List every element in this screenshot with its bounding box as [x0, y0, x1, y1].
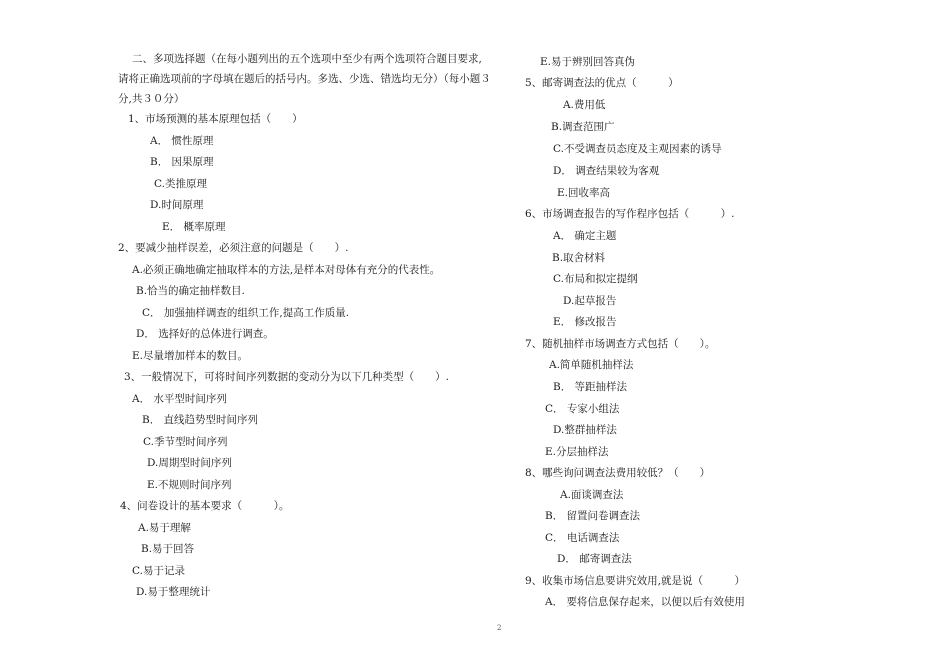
- q5-option-d: D． 调查结果较为客观: [553, 165, 660, 177]
- q5-option-a: A.费用低: [563, 99, 606, 111]
- q1-option-a: A． 惯性原理: [150, 135, 214, 147]
- q3-option-a: A． 水平型时间序列: [132, 393, 227, 405]
- q7-option-b: B． 等距抽样法: [553, 381, 628, 393]
- section-intro-line-3: 分,共３０分）: [118, 93, 185, 105]
- q6-option-d: D.起草报告: [563, 295, 617, 307]
- q2-stem: 2、要减少抽样误差，必须注意的问题是（ ）.: [118, 242, 349, 254]
- q7-option-e: E.分层抽样法: [545, 446, 609, 458]
- q4-option-c: C.易于记录: [132, 565, 185, 577]
- q3-option-b: B． 直线趋势型时间序列: [142, 414, 259, 426]
- q4-option-b: B.易于回答: [141, 543, 195, 555]
- q7-option-a: A.简单随机抽样法: [549, 359, 634, 371]
- q3-option-d: D.周期型时间序列: [147, 457, 232, 469]
- q6-option-e: E． 修改报告: [553, 316, 617, 328]
- q6-option-a: A． 确定主题: [553, 230, 617, 242]
- q1-option-c: C.类推原理: [154, 178, 207, 190]
- q2-option-b: B.恰当的确定抽样数目.: [136, 285, 245, 297]
- q2-option-e: E.尽量增加样本的数目。: [132, 350, 249, 362]
- q5-option-e: E.回收率高: [557, 187, 611, 199]
- section-intro-line-2: 请将正确选项前的字母填在题后的括号内。多选、少选、错选均无分）（每小题３: [118, 73, 491, 85]
- q8-option-c: C． 电话调查法: [545, 532, 620, 544]
- q1-option-d: D.时间原理: [150, 199, 204, 211]
- q8-stem: 8、哪些询问调查法费用较低？（ ）: [525, 467, 711, 479]
- q1-option-e: E． 概率原理: [162, 221, 226, 233]
- q3-option-c: C.季节型时间序列: [143, 436, 228, 448]
- q7-option-c: C． 专家小组法: [545, 403, 620, 415]
- q4-option-d: D.易于整理统计: [136, 586, 211, 598]
- q2-option-a: A.必须正确地确定抽取样本的方法,是样本对母体有充分的代表性。: [132, 264, 441, 276]
- q9-option-a: A． 要将信息保存起来，以便以后有效使用: [545, 596, 745, 608]
- q4-stem: 4、问卷设计的基本要求（ ）。: [120, 500, 290, 512]
- section-intro-line-1: 二、多项选择题（在每小题列出的五个选项中至少有两个选项符合题目要求,: [132, 53, 482, 65]
- q7-stem: 7、随机抽样市场调查方式包括（ ）。: [525, 338, 716, 350]
- page-number: 2: [497, 624, 502, 632]
- q7-option-d: D.整群抽样法: [553, 424, 617, 436]
- q6-stem: 6、市场调查报告的写作程序包括（ ）.: [525, 208, 735, 220]
- q8-option-a: A.面谈调查法: [560, 489, 624, 501]
- q5-option-b: B.调查范围广: [551, 121, 615, 133]
- q4-option-e: E.易于辨别回答真伪: [540, 56, 636, 68]
- q6-option-b: B.取舍材料: [552, 252, 606, 264]
- q4-option-a: A.易于理解: [138, 522, 191, 534]
- q9-stem: 9、收集市场信息要讲究效用,就是说（ ）: [525, 575, 746, 587]
- q3-option-e: E.不规则时间序列: [147, 479, 232, 491]
- q2-option-d: D． 选择好的总体进行调查。: [136, 328, 274, 340]
- q8-option-b: B． 留置问卷调查法: [545, 510, 641, 522]
- q5-option-c: C.不受调查员态度及主观因素的诱导: [553, 143, 722, 155]
- q8-option-d: D． 邮寄调查法: [557, 553, 632, 565]
- q5-stem: 5、邮寄调查法的优点（ ）: [525, 77, 679, 89]
- q6-option-c: C.布局和拟定提纲: [553, 273, 638, 285]
- q3-stem: 3、一般情况下，可将时间序列数据的变动分为以下几种类型（ ）.: [124, 371, 450, 383]
- q1-option-b: B． 因果原理: [150, 156, 214, 168]
- q1-stem: 1、市场预测的基本原理包括（ ）: [128, 113, 303, 125]
- q2-option-c: C． 加强抽样调查的组织工作,提高工作质量.: [142, 307, 350, 319]
